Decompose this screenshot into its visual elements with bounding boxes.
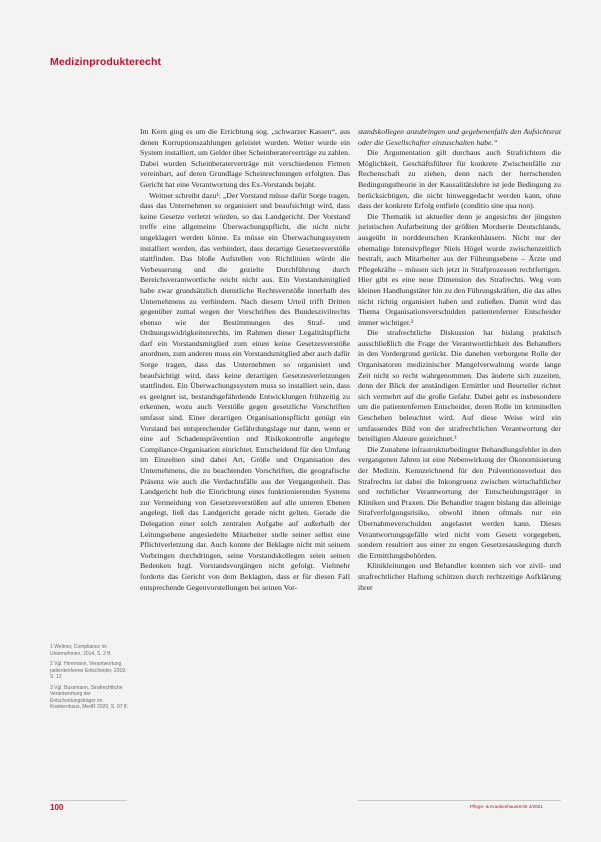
paragraph: Klinikleitungen und Behandler konnten sich vor zivil- und strafrechtlicher Haftung schützen durch rechtzeitige Aufklärung ihrer xyxy=(358,561,561,592)
paragraph: standskollegen anzubringen und gegebenenfalls den Aufsichtsrat oder die Gesellschafter einzuschalten habe.“ xyxy=(358,127,561,147)
paragraph: Die Argumentation gilt durchaus auch Strafrichtern die Möglichkeit, Geschäftsführer für konkrete Zwischenfälle zur Rechenschaft zu ziehen, denn nach der herrschenden Bedingungstheorie in der Kausalitätslehre ist jede Bedingung zu berücksichtigen, die nicht hinweggedacht werden kann, ohne dass der konkrete Erfolg entfiele (conditio sine qua non). xyxy=(358,148,561,211)
sidebar-note: 1 Weitner, Compliance im Unternehmen, 2014, S. 2 ff. xyxy=(50,644,112,657)
sidebar-notes xyxy=(50,644,130,715)
sidebar-note: 3 Vgl. Bussmann, Strafrechtliche Verantwortung der Entscheidungsträger im Krankenhaus, MedR 2020, S. 97 ff. xyxy=(50,684,129,710)
sidebar-note: 2 Vgl. Herrmann, Verantwortung patientenferner Entscheider, 2019, S. 12 xyxy=(50,661,127,680)
left-text-column xyxy=(140,127,350,593)
paragraph: Weitner schreibt dazu¹: „Der Vorstand müsse dafür Sorge tragen, dass das Unternehmen so organisiert und beaufsichtigt wird, dass keine Gesetze verletzt würden, so das Landgericht. Der Vorstand treffe eine allgemeine Überwachungspflicht, die nicht nicht ungeklagert werden könne. Es müsse ein Überwachungssystem installiert werden, das verhindert, dass derartige Gesetzesverstöße stattfinden. Das bloße Aufstellen von Richtlinien würde die Verbesserung und die gezielte Durchführung durch Bereichsverantwortliche reicht nicht aus. Ein Vorstandsmitglied habe zwar grundsätzlich dienstliche Rechtsverstöße innerhalb des Unternehmens zu verhindern. Nach diesem Urteil trifft Dritten gegenüber zumal wegen der Vorschriften des Bundeszivilrechts ebenso wie der Bestimmungen des Straf- und Ordnungswidrigkeitenrechts, im Rahmen dieser Legalitätspflicht darf ein Vorstandsmitglied zum einen keine Gesetzesverstöße anordnen, zum anderen muss ein Vorstandsmitglied aber auch dafür Sorge tragen, dass das Unternehmen so organisiert und beaufsichtigt wird, dass keine derartigen Gesetzesverletzungen stattfinden. Ein Überwachungssystem muss so installiert sein, dass es geeignet ist, bestandsgefährdende Entwicklungen frühzeitig zu erkennen, wozu auch Verstöße gegen gesetzliche Vorschriften umfasst sind. Einer derartigen Organisationspflicht genügt ein Vorstand bei entsprechender Gefährdungslage nur dann, wenn er eine auf Schadensprävention und Risikokontrolle angelegte Compliance-Organisation einrichtet. Entscheidend für den Umfang im Einzelnen sind dabei Art, Größe und Organisation des Unternehmens, die zu beachtenden Vorschriften, die geografische Präsenz wie auch die Verdachtsfälle aus der Vergangenheit. Das Landgericht hob die Einrichtung eines funktionierenden Systems zur Vermeidung von Gesetzesverstößen auf alle unteren Ebenen angelegt, ließ das Landgericht gerade nicht gelten. Gerade die Delegation einer solch zentralen Aufgabe auf außerhalb der Leitungsebene angesiedelte Mitarbeiter stelle seiner selbst eine Pflichtverletzung dar. Auch konnte der Beklagte nicht mit seinem Vorbringen durchdringen, seine Vorstandskollegen seien seinen Bedenken bzgl. Vorstandsvorgängen nicht gefolgt. Vielmehr forderte das Gericht von dem Beklagten, dass er für diesen Fall entsprechende Gegenvorstellungen bei seinen Vor- xyxy=(140,190,350,592)
paragraph: Die strafrechtliche Diskussion hat bislang praktisch ausschließlich die Frage der Verantwortlichkeit des Behandlers in den Vordergrund gerückt. Die daneben verborgene Rolle der Organisatoren medizinischer Mangelverwaltung wurde lange Zeit nicht so recht wahrgenommen. Das änderte sich zuzeiten, denn der Blick der anständigen Ermittler und Beurteiler richtet sich vermehrt auf die große Gefahr. Dabei geht es insbesondere um die patientenfernen Entscheider, deren Rolle im kriminellen Geschehen beleuchtet wird. Auf diese Weise wird ein umfassendes Bild von der strafrechtlichen Verantwortung der beteiligten Akteure gezeichnet.³ xyxy=(358,328,561,444)
paragraph: Die Zunahme infrastrukturbedingter Behandlungsfehler in den vergangenen Jahren ist eine Nebenwirkung der Ökonomisierung der Medizin. Kennzeichnend für den Präventionsverlust des Strafrechts ist dabei die Inkongruenz zwischen wirtschaftlicher und rechtlicher Verantwortung der Entscheidungsträger in Kliniken und Praxen. Die Behandler tragen bislang das alleinige Strafverfolgungsrisiko, obwohl ihnen oftmals nur ein Übernahmeverschulden angelastet werden kann. Dieses Verantwortungsgefälle wird nicht vom Gesetz vorgegeben, sondern resultiert aus einer zu engen Gesetzesauslegung durch die Ermittlungsbehörden. xyxy=(358,444,561,560)
section-heading: Medizinprodukterecht xyxy=(50,56,162,68)
right-text-column xyxy=(358,127,561,593)
footer-rule xyxy=(358,800,561,801)
paragraph: Im Kern ging es um die Errichtung sog. „schwarzer Kassen“, aus denen Korruptionszahlungen geleistet wurden. Weiter wurde ein System installiert, um Gelder über Scheinberaterverträge zu zahlen. Dabei wurden Scheinberaterverträge mit verschiedenen Firmen vereinbart, auf deren Grundlage Scheinrechnungen erfolgten. Das Gericht hat eine Verantwortung des Ex-Vorstands bejaht. xyxy=(140,127,350,189)
paragraph: Die Thematik ist aktueller denn je angesichts der jüngsten juristischen Aufarbeitung der größten Mordserie Deutschlands, ausgeübt in norddeutschen Krankenhäusern. Nicht nur der ehemalige Intensivpfleger Niels Högel wurde zwischenzeitlich bestraft, auch Mitarbeiter aus der Führungsebene – Ärzte und Pflegekräfte – müssen sich jetzt in Strafprozessen rechtfertigen. Hier gibt es eine neue Dimension des Strafrechts. Weg vom kleinen Handlungstäter hin zu den Führungskräften, die das alles nicht richtig organisiert haben und zuließen. Damit wird das Thema Organisationsverschulden patientenferner Entscheider immer wichtiger.² xyxy=(358,211,561,327)
footer-rule xyxy=(50,800,127,801)
footer-source: Pflege- & Krankenhausrecht 4/2021 xyxy=(470,804,543,809)
page-number: 100 xyxy=(50,803,64,812)
